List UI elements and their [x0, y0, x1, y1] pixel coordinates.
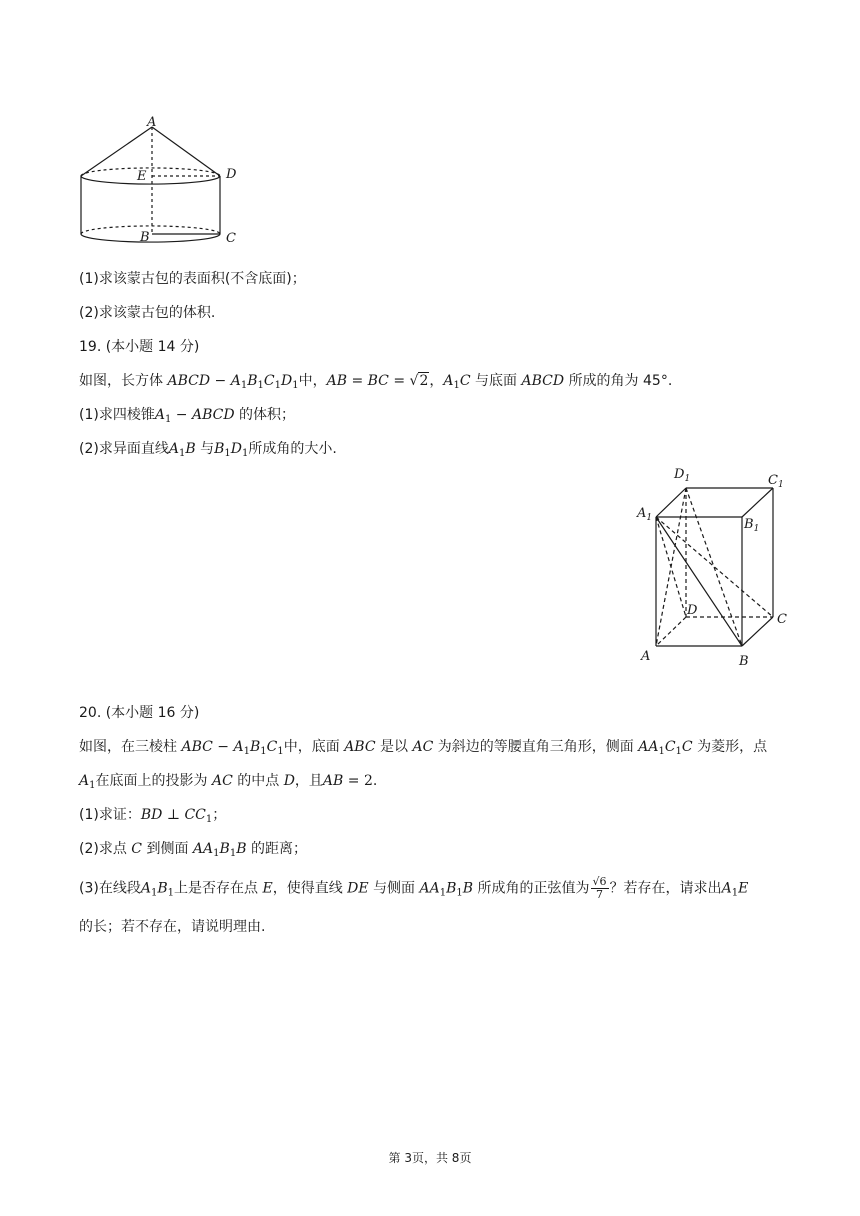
q20-part3-cont: 的长；若不存在，请说明理由. — [79, 919, 266, 935]
q20-statement-2: $A_1$在底面上的投影为 AC 的中点 D，且AB = 2. — [79, 773, 378, 791]
cuboid-figure — [630, 460, 800, 670]
label-d: D — [687, 603, 698, 618]
label-a1: $A_1$ — [637, 506, 653, 523]
q19-part1: (1)求四棱锥$A_1$ − ABCD 的体积； — [79, 407, 296, 425]
label-b1: $B_1$ — [744, 517, 760, 534]
label-c: C — [226, 231, 236, 246]
fraction-sqrt6-over-7: $\frac{√6}{7}$ — [592, 875, 607, 901]
label-b: B — [140, 230, 150, 245]
q20-part1: (1)求证：BD ⊥ $CC_1$； — [79, 807, 227, 825]
label-d: D — [226, 167, 237, 182]
label-e: E — [137, 169, 147, 184]
q19-part2: (2)求异面直线$A_1B$ 与$B_1D_1$所成角的大小. — [79, 441, 337, 459]
q20-header: 20. (本小题 16 分) — [79, 705, 200, 721]
q18-part1: (1)求该蒙古包的表面积(不含底面)； — [79, 271, 306, 287]
q18-part2: (2)求该蒙古包的体积. — [79, 305, 216, 321]
q19-statement: 如图，长方体 ABCD − $A_1B_1C_1D_1$中，AB = BC = √2，$A_1C$ 与底面 ABCD 所成的角为 45°. — [79, 373, 673, 391]
label-a: A — [147, 115, 157, 130]
label-c1: $C_1$ — [768, 473, 784, 490]
label-c: C — [777, 612, 787, 627]
q20-part3: (3)在线段$A_1B_1$上是否存在点 E，使得直线 DE 与侧面 $AA_1B_1B$ 所成角的正弦值为 $\frac{√6}{7}$ ？若存在，请求出$A_1E$ — [79, 875, 749, 901]
label-b: B — [739, 654, 749, 669]
label-d1: $D_1$ — [674, 467, 691, 484]
yurt-figure — [70, 112, 250, 254]
label-a: A — [641, 649, 651, 664]
q19-header: 19. (本小题 14 分) — [79, 339, 200, 355]
q20-statement-1: 如图，在三棱柱 ABC − $A_1B_1C_1$中，底面 ABC 是以 AC 为斜边的等腰直角三角形，侧面 $AA_1C_1C$ 为菱形，点 — [79, 739, 768, 757]
q20-part2: (2)求点 C 到侧面 $AA_1B_1B$ 的距离； — [79, 841, 307, 859]
page-footer: 第 3页，共 8页 — [388, 1151, 472, 1165]
